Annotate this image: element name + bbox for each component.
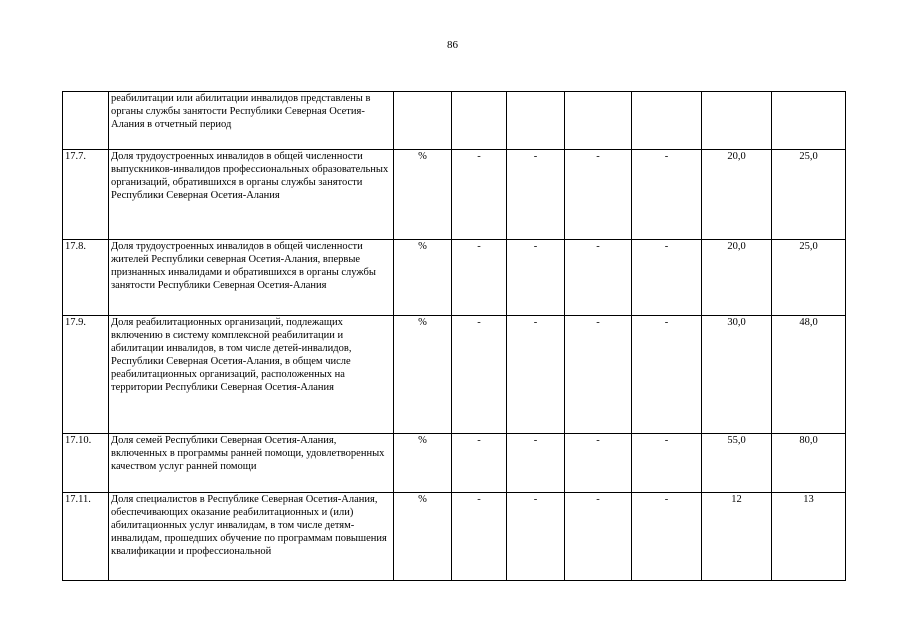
row-number: [63, 92, 109, 150]
unit-cell: %: [394, 150, 452, 240]
value-cell: -: [452, 240, 507, 316]
value-cell: -: [632, 150, 702, 240]
value-cell: 25,0: [772, 150, 846, 240]
value-cell: 25,0: [772, 240, 846, 316]
value-cell: -: [565, 240, 632, 316]
unit-cell: %: [394, 493, 452, 581]
value-cell: -: [632, 240, 702, 316]
value-cell: 55,0: [702, 434, 772, 493]
value-cell: -: [452, 316, 507, 434]
value-cell: -: [507, 493, 565, 581]
value-cell: [632, 92, 702, 150]
value-cell: 48,0: [772, 316, 846, 434]
value-cell: -: [507, 240, 565, 316]
value-cell: [772, 92, 846, 150]
table-row: [63, 434, 846, 493]
table-row: [63, 316, 846, 434]
value-cell: [565, 92, 632, 150]
row-number: 17.10.: [63, 434, 109, 493]
row-number: 17.9.: [63, 316, 109, 434]
value-cell: -: [452, 434, 507, 493]
table-row: [63, 240, 846, 316]
value-cell: -: [632, 316, 702, 434]
value-cell: 13: [772, 493, 846, 581]
unit-cell: %: [394, 240, 452, 316]
value-cell: 30,0: [702, 316, 772, 434]
row-number: 17.11.: [63, 493, 109, 581]
table-row: [63, 92, 846, 150]
unit-cell: [394, 92, 452, 150]
value-cell: -: [632, 493, 702, 581]
value-cell: -: [565, 150, 632, 240]
page-number: 86: [447, 39, 458, 51]
table-row: [63, 150, 846, 240]
row-number: 17.7.: [63, 150, 109, 240]
value-cell: -: [452, 493, 507, 581]
value-cell: -: [507, 150, 565, 240]
unit-cell: %: [394, 434, 452, 493]
value-cell: 12: [702, 493, 772, 581]
value-cell: 20,0: [702, 150, 772, 240]
row-number: 17.8.: [63, 240, 109, 316]
value-cell: -: [565, 493, 632, 581]
indicator-name: Доля трудоустроенных инвалидов в общей численности выпускников-инвалидов профессиональных образовательных организаций, обратившихся в органы службы занятости Республики Северная Осетия-Алания: [109, 150, 394, 240]
value-cell: -: [507, 316, 565, 434]
value-cell: -: [452, 150, 507, 240]
value-cell: 20,0: [702, 240, 772, 316]
indicators-table: [62, 91, 846, 581]
value-cell: 80,0: [772, 434, 846, 493]
value-cell: [452, 92, 507, 150]
indicator-name: Доля трудоустроенных инвалидов в общей численности жителей Республики северная Осетия-Алания, впервые признанных инвалидами и обратившихся в органы службы занятости Республики Северная Осетия-Алания: [109, 240, 394, 316]
indicator-name: Доля семей Республики Северная Осетия-Алания, включенных в программы ранней помощи, удовлетворенных качеством услуг ранней помощи: [109, 434, 394, 493]
value-cell: -: [632, 434, 702, 493]
unit-cell: %: [394, 316, 452, 434]
indicator-name: Доля специалистов в Республике Северная Осетия-Алания, обеспечивающих оказание реабилитационных и (или) абилитационных услуг инвалидам, в том числе детям-инвалидам, прошедших обучение по программам повышения квалификации и профессиональной: [109, 493, 394, 581]
value-cell: -: [565, 434, 632, 493]
value-cell: -: [507, 434, 565, 493]
indicator-name: Доля реабилитационных организаций, подлежащих включению в систему комплексной реабилитации и абилитации инвалидов, в том числе детей-инвалидов, Республики Северная Осетия-Алания, в общем числе реабилитационных организаций, расположенных на территории Республики Северная Осетия-Алания: [109, 316, 394, 434]
value-cell: -: [565, 316, 632, 434]
indicator-name: реабилитации или абилитации инвалидов представлены в органы службы занятости Республики Северная Осетия-Алания в отчетный период: [109, 92, 394, 150]
table-row: [63, 493, 846, 581]
value-cell: [702, 92, 772, 150]
value-cell: [507, 92, 565, 150]
